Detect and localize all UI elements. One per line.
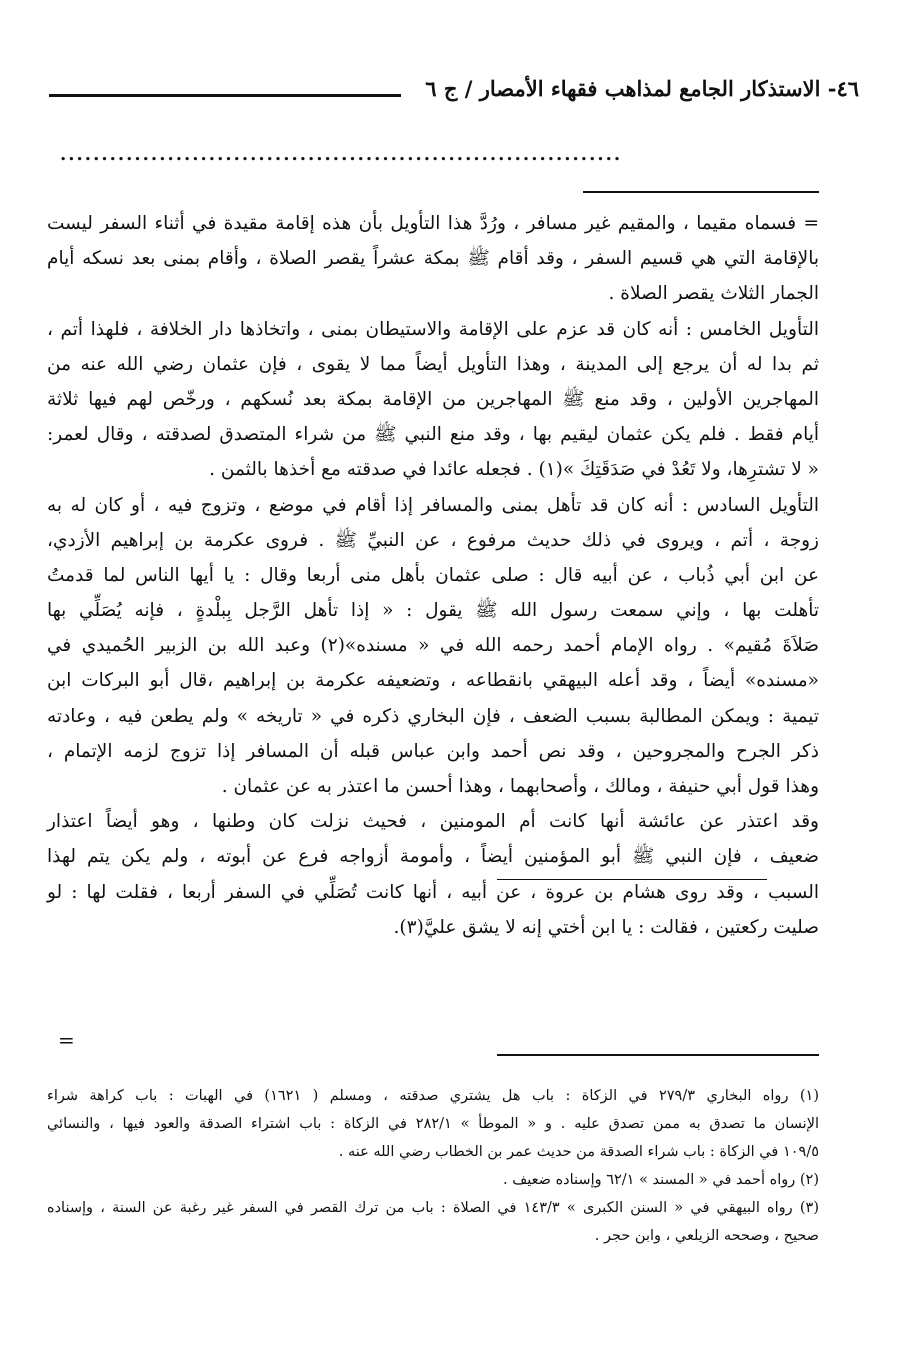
text-line: الجمار الثلاث يقصر الصلاة . [608, 283, 819, 305]
footnote-line: ١٠٩/٥ في الزكاة : باب شراء الصدقة من حديث عمر بن الخطاب رضي الله عنه . [338, 1144, 819, 1160]
paragraph-start-line: التأويل الخامس : أنه كان قد عزم على الإقامة والاستيطان بمنى ، واتخاذها دار الخلافة ، فلهذا أتم ، [47, 318, 819, 340]
text-line: ثم بدا له أن يرجع إلى المدينة ، وهذا التأويل أيضاً مما لا يقوى ، فإن عثمان رضي الله عنه من [47, 353, 819, 375]
paragraph-start-line: وقد اعتذر عن عائشة أنها كانت أم المومنين ، فحيث نزلت كان وطنها ، وهو أيضاً اعتذار [47, 811, 819, 833]
header-rule [49, 94, 401, 97]
continuation-rule [583, 191, 819, 193]
text-line: أيام فقط . فلم يكن عثمان ليقيم بها ، وقد منع النبي ﷺ من شراء المتصدق لصدقته ، وقال لعمر: [47, 424, 819, 446]
footnote-line: الإنسان ما تصدق به ممن تصدق عليه . و « الموطأ » ٢٨٢/١ في الزكاة : باب اشتراء الصدقة والعود فيها ، والنسائي [47, 1116, 819, 1132]
footnotes [47, 1082, 819, 1250]
text-line: تيمية : ويمكن المطالبة بسبب الضعف ، فإن البخاري ذكره في « تاريخه » ولم يطعن فيه ، وعادته [47, 705, 819, 727]
continuation-mark: = [58, 1028, 75, 1052]
text-line: زوجة ، أتم ، ويروى في ذلك حديث مرفوع ، عن النبيِّ ﷺ . فروى عكرمة بن إبراهيم الأزدي، [47, 529, 819, 551]
text-line: وهذا قول أبي حنيفة ، ومالك ، وأصحابهما ، وهذا أحسن ما اعتذر به عن عثمان . [221, 776, 819, 797]
footnote-rule [497, 1054, 819, 1056]
dotted-separator: .................................................................... [60, 144, 623, 165]
text-line: «مسنده» أيضاً ، وقد أعله البيهقي بانقطاعه ، وتضعيفه عكرمة بن إبراهيم ،قال أبو البركات ابن [47, 670, 819, 692]
text-line: ذكر الجرح والمجروحين ، وقد نص أحمد وابن عباس قبله أن المسافر إذا تزوج لزمه الإتمام ، [47, 740, 819, 762]
text-line: ضعيف ، فإن النبي ﷺ أبو المؤمنين أيضاً ، وأمومة أزواجه فرع عن أبوته ، ولم يكن يتم لهذا [47, 846, 819, 868]
footnote-line: صحيح ، وصححه الزيلعي ، وابن حجر . [594, 1228, 819, 1244]
footnote-line: (٣) رواه البيهقي في « السنن الكبرى » ١٤٣/٣ في الصلاة : باب من ترك القصر في السفر غير رغبة عن السنة ، وإسناده [47, 1200, 819, 1216]
text-line: صليت ركعتين ، فقالت : يا ابن أختي إنه لا يشق عليَّ(٣). [393, 916, 819, 938]
running-title: ٤٦- الاستذكار الجامع لمذاهب فقهاء الأمصار / ج ٦ [425, 76, 859, 101]
paragraph-start-line: التأويل السادس : أنه كان قد تأهل بمنى والمسافر إذا أقام في موضع ، وتزوج فيه ، أو كان له به [47, 494, 819, 516]
text-line: صَلاَةَ مُقيم» . رواه الإمام أحمد رحمه الله في « مسنده»(٢) وعبد الله بن الزبير الحُميدي في [47, 635, 819, 657]
text-line: « لا تشترِها، ولا تَعُدْ في صَدَقَتِكَ »(١) . فجعله عائدا في صدقته مع أخذها بالثمن . [209, 459, 819, 481]
page-header [49, 72, 859, 112]
text-line: السبب ، وقد روى هشام بن عروة ، عن أبيه ، أنها كانت تُصَلِّي في السفر أربعا ، فقلت لها : لو [47, 881, 819, 903]
handwritten-underline [497, 879, 767, 880]
footnote-line: (٢) رواه أحمد في « المسند » ٦٢/١ وإسناده ضعيف . [503, 1172, 819, 1188]
text-line: بالإقامة التي هي قسيم السفر ، وقد أقام ﷺ بمكة عشراً يقصر الصلاة ، وأقام بمنى بعد نسكه أيام [47, 248, 819, 270]
text-line: = فسماه مقيما ، والمقيم غير مسافر ، ورُدَّ هذا التأويل بأن هذه إقامة مقيدة في أثناء السفر ليست [47, 213, 819, 234]
text-line: المهاجرين الأولين ، وقد منع ﷺ المهاجرين من الإقامة بمكة بعد نُسكهم ، ورخّص لهم فيها ثلاثة [47, 388, 819, 410]
text-line: عن ابن أبي ذُباب ، عن أبيه قال : صلى عثمان بأهل منى أربعا وقال : يا أيها الناس لما قدمتُ [47, 564, 819, 586]
main-text [47, 206, 819, 945]
footnote-line: (١) رواه البخاري ٢٧٩/٣ في الزكاة : باب هل يشتري صدقته ، ومسلم ( ١٦٢١) في الهبات : باب كراهة شراء [47, 1088, 819, 1104]
text-line: تأهلت بها ، وإني سمعت رسول الله ﷺ يقول : « إذا تأهل الرَّجل بِبلْدةٍ ، فإنه يُصَلِّي بها [47, 600, 819, 622]
